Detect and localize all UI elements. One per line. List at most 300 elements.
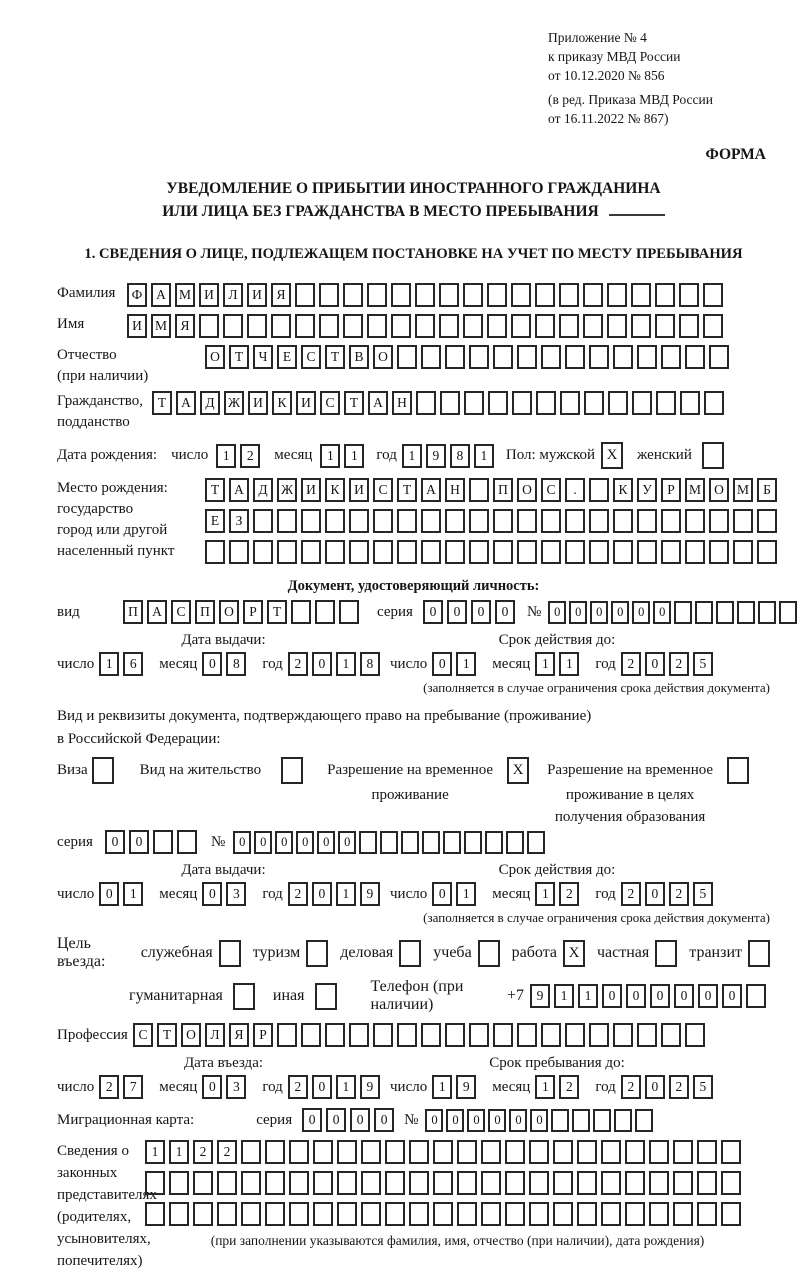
char-cell[interactable] — [416, 391, 436, 415]
char-cell[interactable] — [469, 509, 489, 533]
char-cell[interactable]: Т — [157, 1023, 177, 1047]
char-cell[interactable]: И — [301, 478, 321, 502]
char-cell[interactable]: А — [151, 283, 171, 307]
char-cell[interactable]: М — [151, 314, 171, 338]
char-cell[interactable]: 0 — [653, 601, 671, 624]
char-cell[interactable] — [457, 1140, 477, 1164]
char-cell[interactable] — [253, 540, 273, 564]
char-cell[interactable]: 2 — [621, 1075, 641, 1099]
char-cell[interactable]: В — [349, 345, 369, 369]
char-cell[interactable] — [367, 314, 387, 338]
char-cell[interactable]: 1 — [216, 444, 236, 468]
char-cell[interactable] — [589, 1023, 609, 1047]
char-cell[interactable] — [709, 540, 729, 564]
char-cell[interactable]: А — [176, 391, 196, 415]
char-cell[interactable] — [361, 1140, 381, 1164]
char-cell[interactable] — [589, 509, 609, 533]
char-cell[interactable]: Ч — [253, 345, 273, 369]
char-cell[interactable] — [493, 509, 513, 533]
char-cell[interactable] — [241, 1140, 261, 1164]
char-cell[interactable]: 0 — [488, 1109, 506, 1132]
char-cell[interactable] — [601, 1171, 621, 1195]
char-cell[interactable] — [325, 540, 345, 564]
char-cell[interactable]: 0 — [432, 882, 452, 906]
char-cell[interactable] — [674, 601, 692, 624]
char-cell[interactable]: 5 — [693, 652, 713, 676]
char-cell[interactable]: К — [325, 478, 345, 502]
char-cell[interactable] — [559, 283, 579, 307]
char-cell[interactable] — [608, 391, 628, 415]
char-cell[interactable] — [325, 1023, 345, 1047]
char-cell[interactable] — [737, 601, 755, 624]
char-cell[interactable]: 1 — [99, 652, 119, 676]
char-cell[interactable] — [223, 314, 243, 338]
char-cell[interactable] — [517, 540, 537, 564]
char-cell[interactable]: 8 — [360, 652, 380, 676]
char-cell[interactable] — [529, 1202, 549, 1226]
char-cell[interactable] — [397, 345, 417, 369]
char-cell[interactable] — [343, 314, 363, 338]
char-cell[interactable]: 1 — [456, 882, 476, 906]
char-cell[interactable]: 0 — [326, 1108, 346, 1132]
char-cell[interactable] — [415, 314, 435, 338]
char-cell[interactable]: У — [637, 478, 657, 502]
char-cell[interactable] — [421, 345, 441, 369]
char-cell[interactable]: 1 — [336, 882, 356, 906]
purpose-study-checkbox[interactable] — [478, 940, 500, 967]
char-cell[interactable] — [505, 1202, 525, 1226]
char-cell[interactable]: 0 — [312, 882, 332, 906]
char-cell[interactable] — [505, 1140, 525, 1164]
char-cell[interactable] — [721, 1202, 741, 1226]
char-cell[interactable]: Т — [325, 345, 345, 369]
char-cell[interactable] — [565, 1023, 585, 1047]
char-cell[interactable]: О — [709, 478, 729, 502]
char-cell[interactable] — [493, 345, 513, 369]
char-cell[interactable]: Т — [267, 600, 287, 624]
char-cell[interactable]: О — [517, 478, 537, 502]
char-cell[interactable]: 0 — [495, 600, 515, 624]
char-cell[interactable] — [463, 283, 483, 307]
char-cell[interactable] — [613, 1023, 633, 1047]
char-cell[interactable]: 1 — [336, 652, 356, 676]
char-cell[interactable] — [409, 1202, 429, 1226]
char-cell[interactable]: 2 — [621, 652, 641, 676]
char-cell[interactable] — [758, 601, 776, 624]
char-cell[interactable]: И — [349, 478, 369, 502]
char-cell[interactable] — [153, 830, 173, 854]
char-cell[interactable]: С — [301, 345, 321, 369]
char-cell[interactable]: И — [248, 391, 268, 415]
char-cell[interactable] — [493, 540, 513, 564]
char-cell[interactable]: Р — [661, 478, 681, 502]
purpose-private-checkbox[interactable] — [655, 940, 677, 967]
char-cell[interactable] — [565, 345, 585, 369]
char-cell[interactable] — [337, 1140, 357, 1164]
char-cell[interactable]: 0 — [129, 830, 149, 854]
char-cell[interactable]: 0 — [317, 831, 335, 854]
char-cell[interactable]: Д — [200, 391, 220, 415]
char-cell[interactable] — [631, 314, 651, 338]
char-cell[interactable] — [679, 314, 699, 338]
char-cell[interactable]: Н — [392, 391, 412, 415]
char-cell[interactable] — [373, 1023, 393, 1047]
char-cell[interactable] — [631, 283, 651, 307]
char-cell[interactable] — [673, 1202, 693, 1226]
char-cell[interactable]: Е — [205, 509, 225, 533]
char-cell[interactable] — [241, 1171, 261, 1195]
char-cell[interactable]: К — [272, 391, 292, 415]
char-cell[interactable] — [757, 509, 777, 533]
char-cell[interactable]: 3 — [226, 1075, 246, 1099]
char-cell[interactable]: П — [493, 478, 513, 502]
char-cell[interactable] — [733, 540, 753, 564]
char-cell[interactable]: 0 — [645, 652, 665, 676]
char-cell[interactable] — [661, 509, 681, 533]
char-cell[interactable]: 5 — [693, 882, 713, 906]
char-cell[interactable] — [169, 1202, 189, 1226]
char-cell[interactable] — [367, 283, 387, 307]
char-cell[interactable] — [271, 314, 291, 338]
char-cell[interactable] — [469, 1023, 489, 1047]
char-cell[interactable]: 0 — [611, 601, 629, 624]
char-cell[interactable] — [193, 1171, 213, 1195]
char-cell[interactable]: Т — [397, 478, 417, 502]
char-cell[interactable]: Я — [271, 283, 291, 307]
char-cell[interactable]: Я — [229, 1023, 249, 1047]
char-cell[interactable] — [553, 1171, 573, 1195]
char-cell[interactable] — [649, 1171, 669, 1195]
char-cell[interactable]: 9 — [360, 1075, 380, 1099]
char-cell[interactable]: 0 — [645, 1075, 665, 1099]
char-cell[interactable] — [277, 509, 297, 533]
char-cell[interactable] — [685, 509, 705, 533]
char-cell[interactable] — [391, 314, 411, 338]
char-cell[interactable] — [199, 314, 219, 338]
char-cell[interactable] — [673, 1140, 693, 1164]
char-cell[interactable]: 1 — [559, 652, 579, 676]
char-cell[interactable]: Л — [223, 283, 243, 307]
char-cell[interactable]: Т — [229, 345, 249, 369]
char-cell[interactable]: Л — [205, 1023, 225, 1047]
char-cell[interactable] — [709, 509, 729, 533]
char-cell[interactable]: 8 — [450, 444, 470, 468]
char-cell[interactable]: 1 — [535, 1075, 555, 1099]
char-cell[interactable]: 0 — [569, 601, 587, 624]
char-cell[interactable]: М — [685, 478, 705, 502]
char-cell[interactable]: 1 — [535, 882, 555, 906]
char-cell[interactable] — [265, 1171, 285, 1195]
char-cell[interactable]: 2 — [669, 1075, 689, 1099]
char-cell[interactable] — [673, 1171, 693, 1195]
char-cell[interactable] — [536, 391, 556, 415]
char-cell[interactable]: И — [296, 391, 316, 415]
char-cell[interactable] — [409, 1171, 429, 1195]
char-cell[interactable] — [656, 391, 676, 415]
char-cell[interactable] — [635, 1109, 653, 1132]
char-cell[interactable]: 0 — [374, 1108, 394, 1132]
char-cell[interactable] — [527, 831, 545, 854]
char-cell[interactable] — [391, 283, 411, 307]
char-cell[interactable] — [169, 1171, 189, 1195]
char-cell[interactable]: 0 — [602, 984, 622, 1008]
char-cell[interactable] — [469, 345, 489, 369]
char-cell[interactable] — [625, 1171, 645, 1195]
char-cell[interactable] — [289, 1171, 309, 1195]
char-cell[interactable]: С — [133, 1023, 153, 1047]
char-cell[interactable]: Б — [757, 478, 777, 502]
char-cell[interactable] — [680, 391, 700, 415]
char-cell[interactable] — [512, 391, 532, 415]
char-cell[interactable]: 0 — [338, 831, 356, 854]
char-cell[interactable]: Т — [152, 391, 172, 415]
char-cell[interactable] — [253, 509, 273, 533]
char-cell[interactable]: Ф — [127, 283, 147, 307]
char-cell[interactable]: 0 — [467, 1109, 485, 1132]
char-cell[interactable] — [421, 509, 441, 533]
char-cell[interactable] — [205, 540, 225, 564]
char-cell[interactable]: И — [247, 283, 267, 307]
char-cell[interactable] — [614, 1109, 632, 1132]
char-cell[interactable] — [716, 601, 734, 624]
char-cell[interactable]: 1 — [320, 444, 340, 468]
char-cell[interactable]: 5 — [693, 1075, 713, 1099]
char-cell[interactable] — [385, 1140, 405, 1164]
char-cell[interactable] — [655, 314, 675, 338]
char-cell[interactable]: С — [541, 478, 561, 502]
char-cell[interactable]: Ж — [224, 391, 244, 415]
char-cell[interactable]: 2 — [240, 444, 260, 468]
char-cell[interactable]: 2 — [621, 882, 641, 906]
char-cell[interactable] — [637, 509, 657, 533]
char-cell[interactable]: 1 — [402, 444, 422, 468]
char-cell[interactable]: 9 — [456, 1075, 476, 1099]
char-cell[interactable] — [401, 831, 419, 854]
char-cell[interactable] — [193, 1202, 213, 1226]
char-cell[interactable] — [277, 540, 297, 564]
char-cell[interactable] — [289, 1202, 309, 1226]
char-cell[interactable]: 0 — [509, 1109, 527, 1132]
char-cell[interactable]: А — [229, 478, 249, 502]
char-cell[interactable]: 0 — [530, 1109, 548, 1132]
char-cell[interactable] — [380, 831, 398, 854]
char-cell[interactable] — [583, 314, 603, 338]
char-cell[interactable] — [703, 283, 723, 307]
char-cell[interactable] — [439, 283, 459, 307]
char-cell[interactable]: 7 — [123, 1075, 143, 1099]
char-cell[interactable] — [746, 984, 766, 1008]
char-cell[interactable]: 0 — [432, 652, 452, 676]
char-cell[interactable] — [511, 283, 531, 307]
char-cell[interactable] — [445, 509, 465, 533]
char-cell[interactable] — [685, 345, 705, 369]
char-cell[interactable] — [361, 1171, 381, 1195]
char-cell[interactable]: О — [373, 345, 393, 369]
char-cell[interactable]: И — [199, 283, 219, 307]
char-cell[interactable]: 1 — [123, 882, 143, 906]
char-cell[interactable] — [265, 1202, 285, 1226]
char-cell[interactable] — [361, 1202, 381, 1226]
char-cell[interactable] — [247, 314, 267, 338]
char-cell[interactable] — [301, 540, 321, 564]
char-cell[interactable]: 0 — [674, 984, 694, 1008]
char-cell[interactable] — [289, 1140, 309, 1164]
char-cell[interactable]: Р — [243, 600, 263, 624]
char-cell[interactable] — [385, 1202, 405, 1226]
char-cell[interactable] — [551, 1109, 569, 1132]
char-cell[interactable] — [485, 831, 503, 854]
char-cell[interactable]: 0 — [302, 1108, 322, 1132]
char-cell[interactable] — [733, 509, 753, 533]
char-cell[interactable] — [440, 391, 460, 415]
purpose-work-checkbox[interactable]: X — [563, 940, 585, 967]
char-cell[interactable]: И — [127, 314, 147, 338]
char-cell[interactable]: 2 — [217, 1140, 237, 1164]
char-cell[interactable] — [445, 1023, 465, 1047]
char-cell[interactable]: 2 — [669, 652, 689, 676]
char-cell[interactable]: З — [229, 509, 249, 533]
char-cell[interactable] — [295, 283, 315, 307]
char-cell[interactable] — [697, 1202, 717, 1226]
char-cell[interactable] — [433, 1140, 453, 1164]
char-cell[interactable]: Д — [253, 478, 273, 502]
char-cell[interactable]: А — [368, 391, 388, 415]
char-cell[interactable]: 1 — [535, 652, 555, 676]
char-cell[interactable]: 2 — [288, 652, 308, 676]
char-cell[interactable]: 0 — [312, 652, 332, 676]
char-cell[interactable]: 0 — [105, 830, 125, 854]
char-cell[interactable]: С — [171, 600, 191, 624]
char-cell[interactable]: Я — [175, 314, 195, 338]
char-cell[interactable] — [409, 1140, 429, 1164]
purpose-humanitarian-checkbox[interactable] — [233, 983, 255, 1010]
char-cell[interactable]: 1 — [432, 1075, 452, 1099]
char-cell[interactable]: 0 — [471, 600, 491, 624]
char-cell[interactable] — [469, 540, 489, 564]
char-cell[interactable] — [464, 391, 484, 415]
char-cell[interactable] — [457, 1171, 477, 1195]
char-cell[interactable] — [265, 1140, 285, 1164]
char-cell[interactable] — [277, 1023, 297, 1047]
char-cell[interactable] — [463, 314, 483, 338]
char-cell[interactable]: 1 — [145, 1140, 165, 1164]
char-cell[interactable] — [679, 283, 699, 307]
char-cell[interactable] — [343, 283, 363, 307]
char-cell[interactable]: О — [219, 600, 239, 624]
char-cell[interactable]: Ж — [277, 478, 297, 502]
char-cell[interactable] — [721, 1171, 741, 1195]
char-cell[interactable] — [373, 540, 393, 564]
char-cell[interactable]: М — [175, 283, 195, 307]
char-cell[interactable]: П — [123, 600, 143, 624]
char-cell[interactable] — [493, 1023, 513, 1047]
sex-female-checkbox[interactable] — [702, 442, 724, 469]
char-cell[interactable] — [319, 283, 339, 307]
char-cell[interactable] — [481, 1171, 501, 1195]
char-cell[interactable] — [397, 1023, 417, 1047]
char-cell[interactable] — [457, 1202, 477, 1226]
char-cell[interactable]: 0 — [645, 882, 665, 906]
char-cell[interactable] — [481, 1202, 501, 1226]
char-cell[interactable] — [553, 1140, 573, 1164]
char-cell[interactable] — [535, 314, 555, 338]
char-cell[interactable]: 9 — [426, 444, 446, 468]
char-cell[interactable] — [583, 283, 603, 307]
residence-permit-checkbox[interactable] — [281, 757, 303, 784]
char-cell[interactable] — [565, 509, 585, 533]
char-cell[interactable] — [721, 1140, 741, 1164]
char-cell[interactable] — [422, 831, 440, 854]
char-cell[interactable] — [445, 540, 465, 564]
char-cell[interactable] — [517, 1023, 537, 1047]
char-cell[interactable] — [565, 540, 585, 564]
char-cell[interactable] — [505, 1171, 525, 1195]
char-cell[interactable]: 2 — [559, 1075, 579, 1099]
char-cell[interactable] — [487, 283, 507, 307]
char-cell[interactable] — [553, 1202, 573, 1226]
char-cell[interactable]: 2 — [99, 1075, 119, 1099]
char-cell[interactable] — [625, 1140, 645, 1164]
char-cell[interactable] — [685, 540, 705, 564]
char-cell[interactable]: 8 — [226, 652, 246, 676]
char-cell[interactable] — [697, 1140, 717, 1164]
sex-male-checkbox[interactable]: X — [601, 442, 623, 469]
char-cell[interactable] — [584, 391, 604, 415]
char-cell[interactable]: О — [181, 1023, 201, 1047]
char-cell[interactable]: 0 — [296, 831, 314, 854]
char-cell[interactable] — [637, 345, 657, 369]
char-cell[interactable] — [593, 1109, 611, 1132]
char-cell[interactable]: 0 — [632, 601, 650, 624]
char-cell[interactable]: Р — [253, 1023, 273, 1047]
char-cell[interactable] — [313, 1202, 333, 1226]
char-cell[interactable]: Т — [205, 478, 225, 502]
char-cell[interactable] — [577, 1171, 597, 1195]
char-cell[interactable] — [313, 1140, 333, 1164]
char-cell[interactable]: 0 — [650, 984, 670, 1008]
char-cell[interactable] — [589, 540, 609, 564]
char-cell[interactable]: О — [205, 345, 225, 369]
char-cell[interactable] — [607, 314, 627, 338]
char-cell[interactable] — [613, 345, 633, 369]
char-cell[interactable]: 0 — [233, 831, 251, 854]
char-cell[interactable] — [661, 345, 681, 369]
char-cell[interactable] — [511, 314, 531, 338]
char-cell[interactable]: М — [733, 478, 753, 502]
char-cell[interactable] — [319, 314, 339, 338]
char-cell[interactable] — [488, 391, 508, 415]
char-cell[interactable]: Н — [445, 478, 465, 502]
char-cell[interactable] — [177, 830, 197, 854]
char-cell[interactable] — [529, 1171, 549, 1195]
char-cell[interactable] — [541, 540, 561, 564]
char-cell[interactable] — [464, 831, 482, 854]
char-cell[interactable]: 0 — [202, 882, 222, 906]
char-cell[interactable] — [481, 1140, 501, 1164]
char-cell[interactable] — [373, 509, 393, 533]
char-cell[interactable] — [337, 1171, 357, 1195]
char-cell[interactable]: 0 — [548, 601, 566, 624]
char-cell[interactable] — [697, 1171, 717, 1195]
char-cell[interactable]: 0 — [202, 652, 222, 676]
char-cell[interactable]: 0 — [698, 984, 718, 1008]
char-cell[interactable]: С — [320, 391, 340, 415]
char-cell[interactable] — [359, 831, 377, 854]
char-cell[interactable]: 1 — [336, 1075, 356, 1099]
char-cell[interactable]: 0 — [446, 1109, 464, 1132]
char-cell[interactable]: 0 — [275, 831, 293, 854]
char-cell[interactable] — [703, 314, 723, 338]
